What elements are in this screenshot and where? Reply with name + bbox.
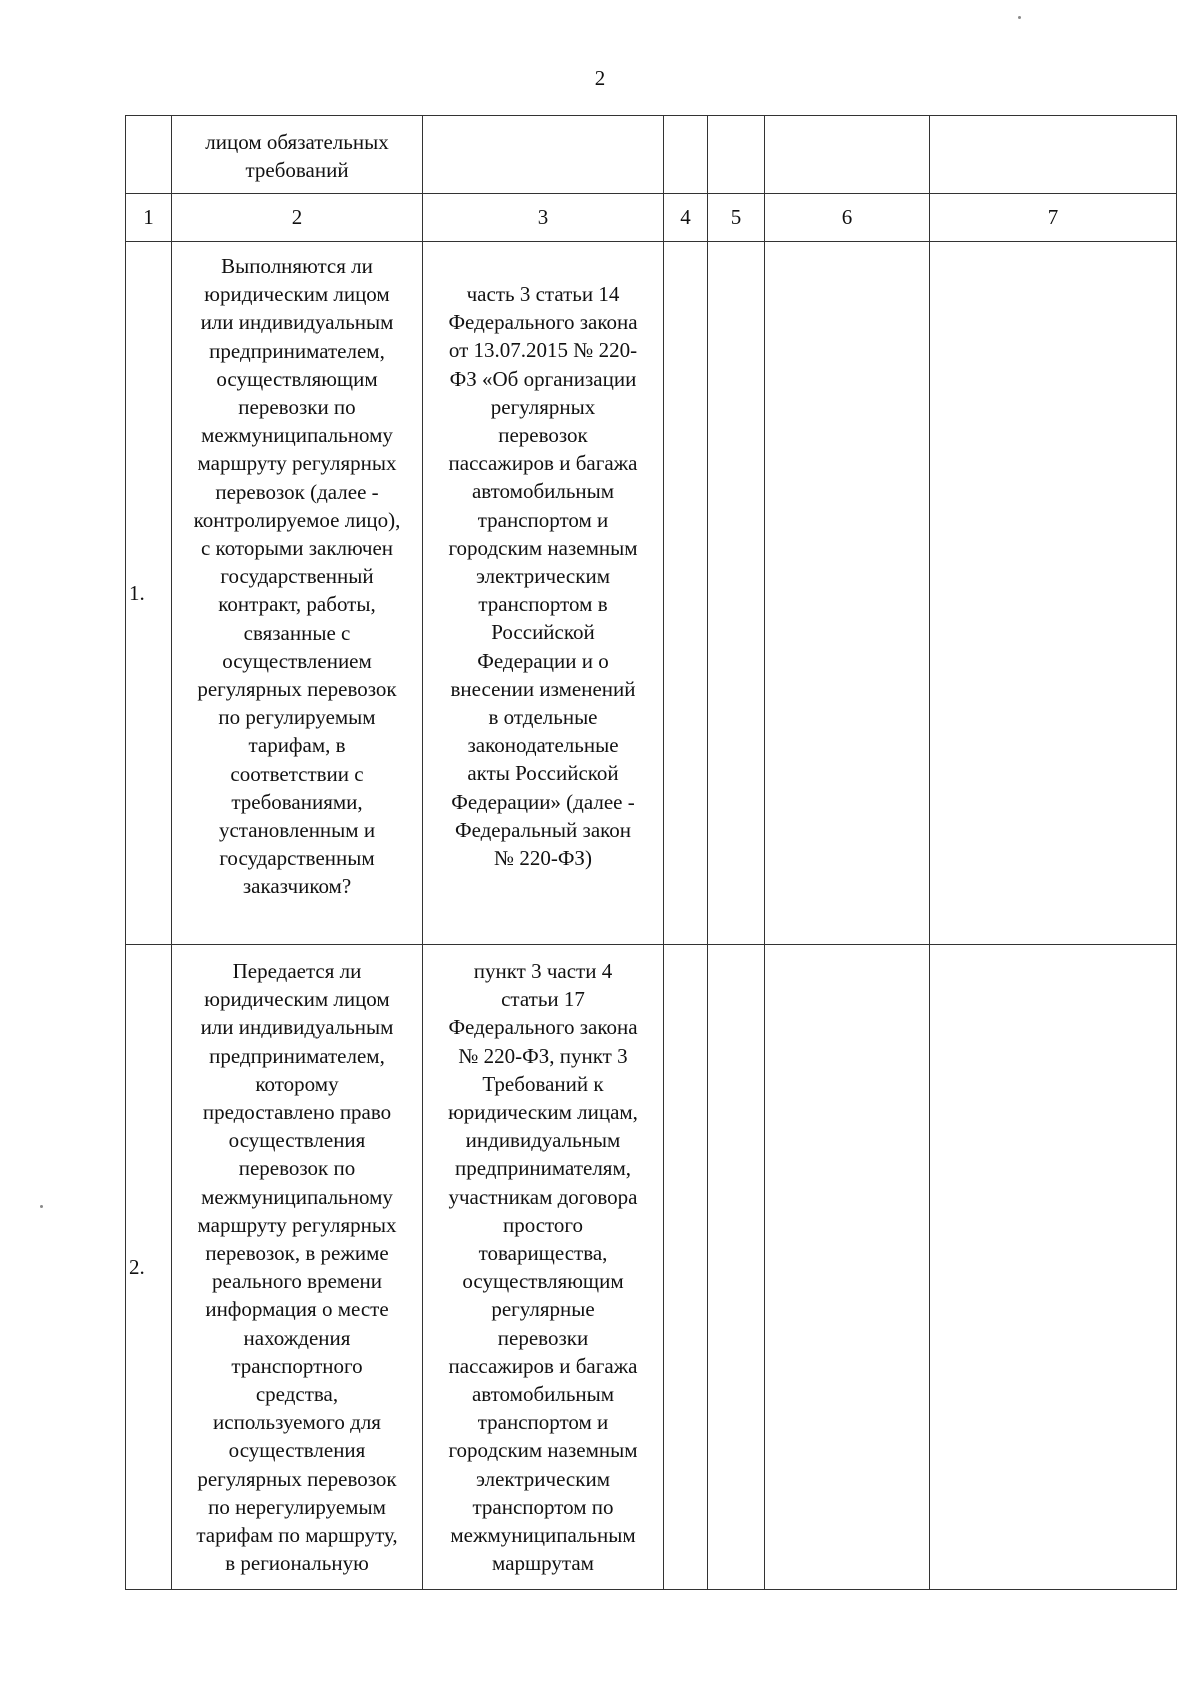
cont-cell-6 (765, 116, 930, 194)
cont-cell-4 (664, 116, 708, 194)
answer-cell-yes (664, 945, 708, 1590)
page-number: 2 (594, 66, 606, 90)
scan-speck (40, 1205, 43, 1208)
cont-cell-1 (126, 116, 172, 194)
table-continuation-row (126, 116, 1177, 194)
column-number: 1 (126, 194, 172, 242)
column-number: 4 (664, 194, 708, 242)
column-number: 7 (930, 194, 1177, 242)
column-number: 3 (423, 194, 664, 242)
answer-cell-no (708, 945, 765, 1590)
question-cell (172, 242, 423, 945)
continuation-text: лицом обязательных требований (205, 130, 389, 183)
column-number: 5 (708, 194, 765, 242)
answer-cell-na (765, 242, 930, 945)
answer-cell-na (765, 945, 930, 1590)
reference-cell (423, 945, 664, 1590)
cont-cell-2 (172, 116, 423, 194)
table-row (126, 242, 1177, 945)
column-number-row (126, 194, 1177, 242)
note-cell (930, 945, 1177, 1590)
question-cell (172, 945, 423, 1590)
column-number: 2 (172, 194, 423, 242)
checklist-table (125, 115, 1177, 1590)
note-cell (930, 242, 1177, 945)
table-row (126, 945, 1177, 1590)
reference-text: часть 3 статьи 14 Федерального закона от 13.07.2015 № 220- ФЗ «Об организации регулярных перевозок пассажиров и багажа автомобильным транспортом и городским наземным электрическим транспортом в Российской Федерации и о внесении изменений в отдельные законодательные акты Российской Федерации» (далее - Федеральный закон № 220-ФЗ) (448, 282, 638, 871)
cont-cell-7 (930, 116, 1177, 194)
row-number: 1. (126, 242, 172, 945)
answer-cell-yes (664, 242, 708, 945)
column-number: 6 (765, 194, 930, 242)
cont-cell-5 (708, 116, 765, 194)
question-text: Передается ли юридическим лицом или индивидуальным предпринимателем, которому предоставлено право осуществления перевозок по межмуниципальному маршруту регулярных перевозок, в режиме реального времени информация о месте нахождения транспортного средства, используемого для осуществления регулярных перевозок по нерегулируемым тарифам по маршруту, в региональную (196, 959, 398, 1576)
reference-cell (423, 242, 664, 945)
answer-cell-no (708, 242, 765, 945)
cont-cell-3 (423, 116, 664, 194)
question-text: Выполняются ли юридическим лицом или индивидуальным предпринимателем, осуществляющим перевозки по межмуниципальному маршруту регулярных перевозок (далее - контролируемое лицо), с которыми заключен государственный контракт, работы, связанные с осуществлением регулярных перевозок по регулируемым тарифам, в соответствии с требованиями, установленным и государственным заказчиком? (193, 254, 401, 899)
row-number: 2. (126, 945, 172, 1590)
reference-text: пункт 3 части 4 статьи 17 Федерального закона № 220-ФЗ, пункт 3 Требований к юридическим лицам, индивидуальным предпринимателям, участникам договора простого товарищества, осуществляющим регулярные перевозки пассажиров и багажа автомобильным транспортом и городским наземным электрическим транспортом по межмуниципальным маршрутам (448, 959, 638, 1576)
scan-speck (1018, 16, 1021, 19)
